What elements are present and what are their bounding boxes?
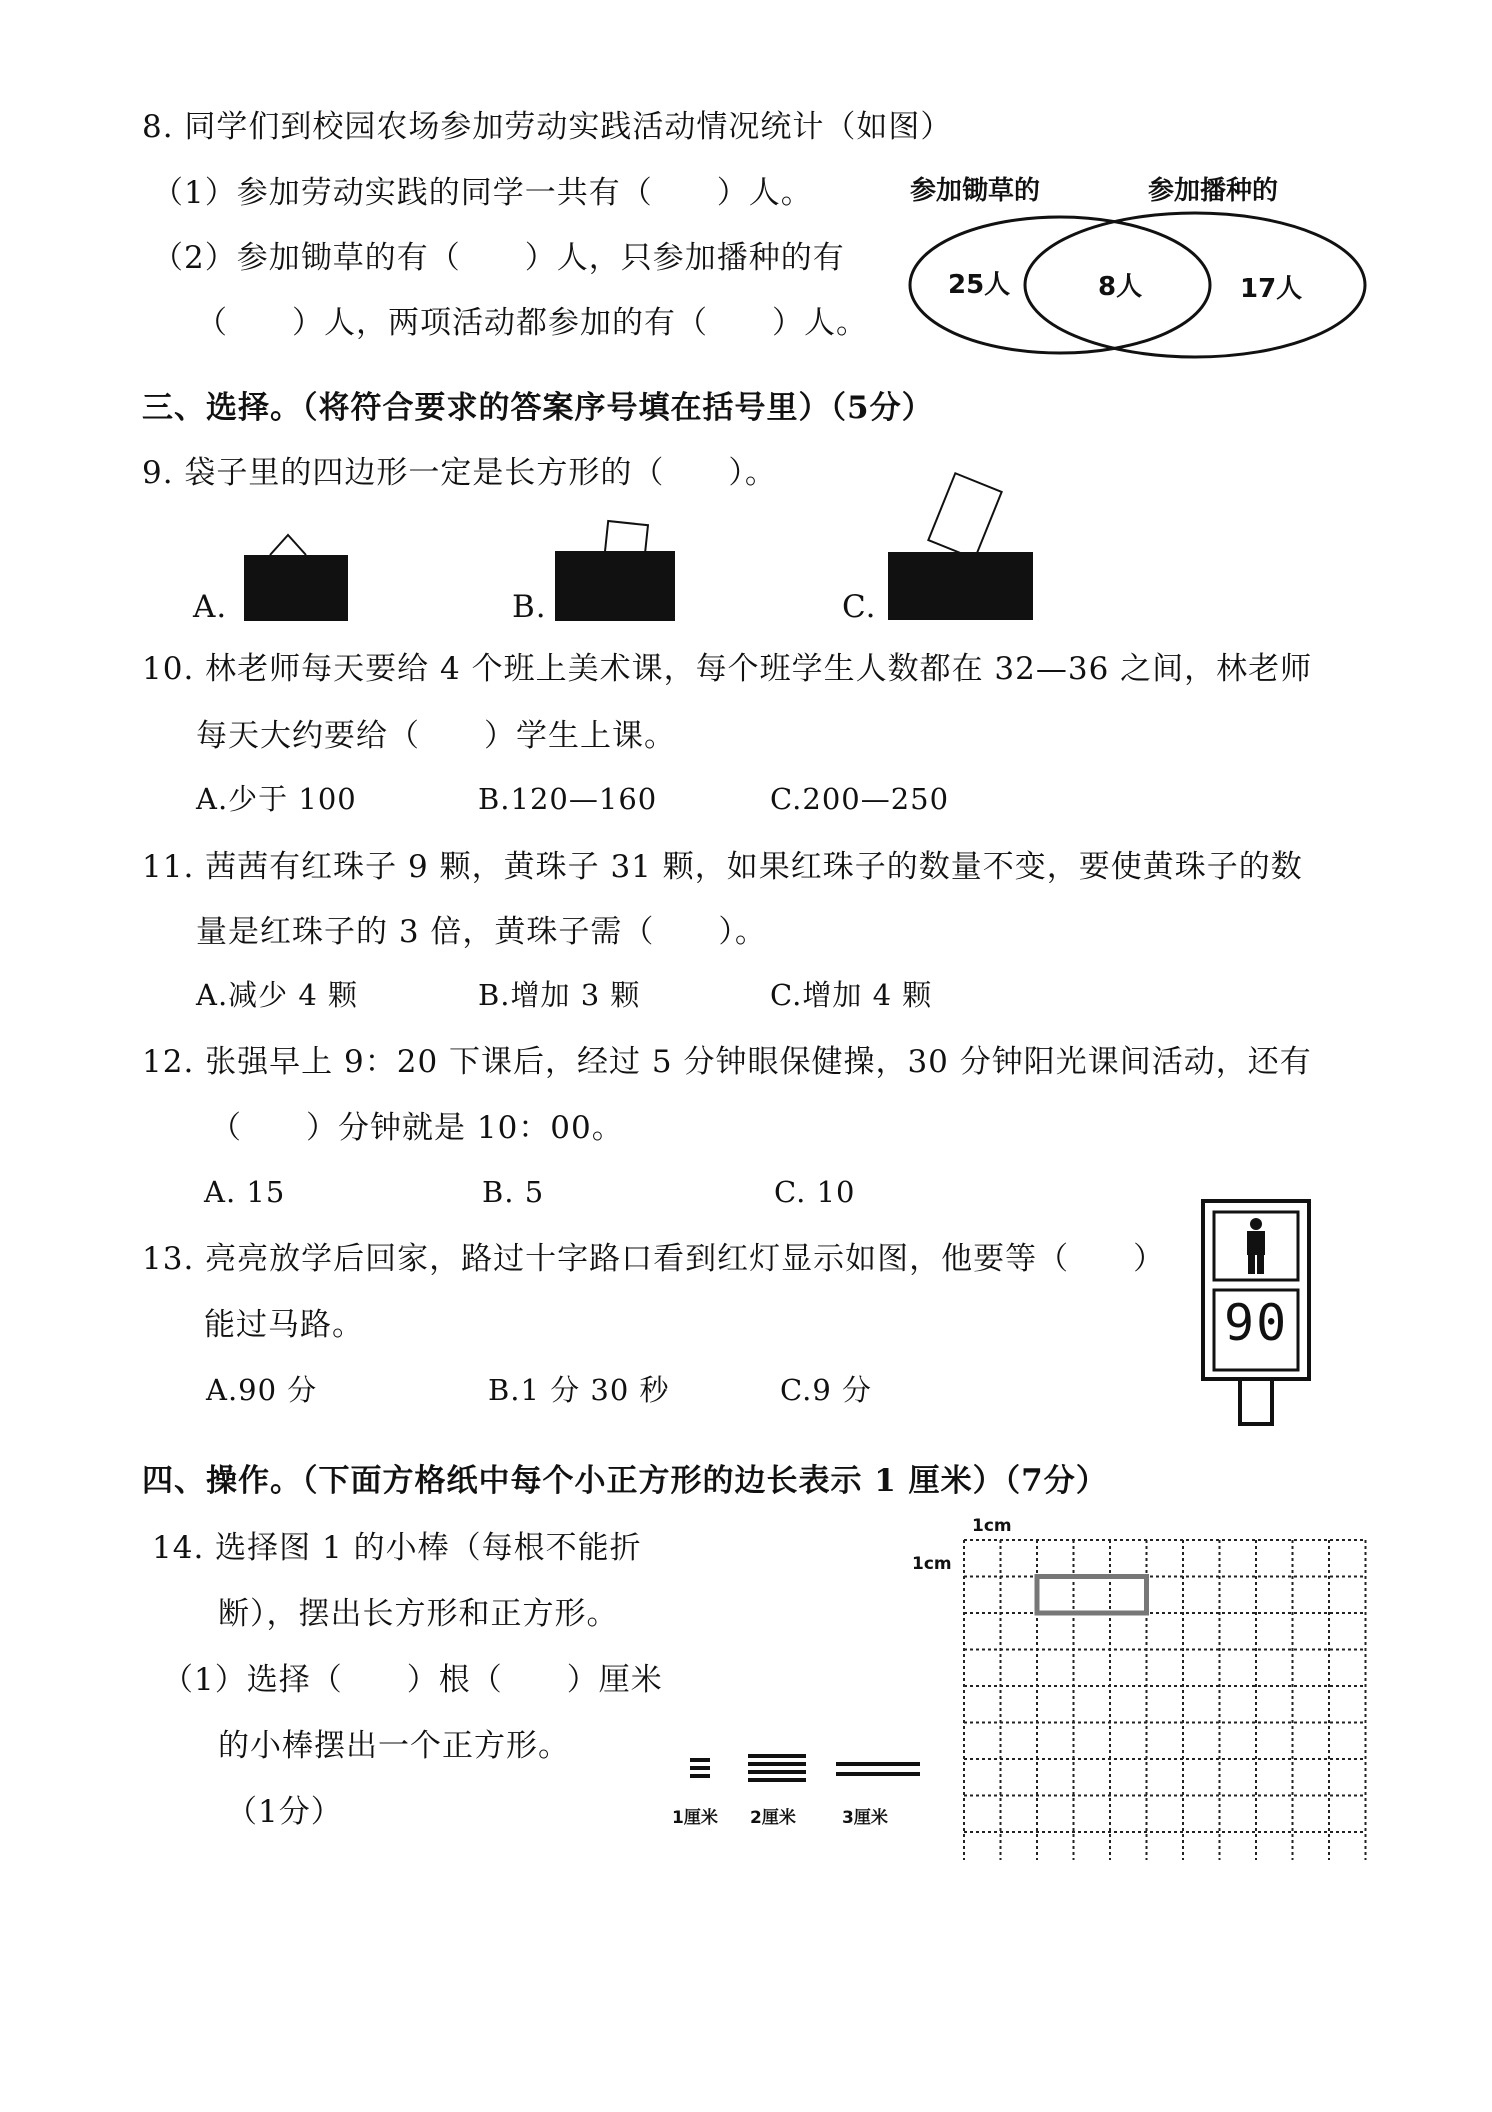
q9-option-b: B. xyxy=(512,589,547,625)
q8-part2-line1: （2）参加锄草的有（ ）人，只参加播种的有 xyxy=(152,240,845,276)
q14-line1: 14. 选择图 1 的小棒（每根不能折 xyxy=(152,1530,642,1566)
stick-group-1cm xyxy=(690,1760,710,1776)
section3-title: 三、选择。（将符合要求的答案序号填在括号里）（5分） xyxy=(142,390,934,426)
venn-left-only: 25人 xyxy=(948,270,1011,300)
grid-label-left: 1cm xyxy=(912,1554,952,1574)
q9-option-a: A. xyxy=(193,589,228,625)
q13-option-b: B.1 分 30 秒 xyxy=(488,1373,670,1407)
page-bottom-margin xyxy=(0,1860,1492,2112)
q14-line2: 断），摆出长方形和正方形。 xyxy=(218,1596,619,1632)
q13-option-a: A.90 分 xyxy=(206,1373,318,1407)
grid-paper xyxy=(964,1540,1364,1860)
q13-line1: 13. 亮亮放学后回家，路过十字路口看到红灯显示如图，他要等（ ） xyxy=(142,1241,1166,1277)
q14-part1-line2: 的小棒摆出一个正方形。 xyxy=(218,1728,570,1764)
q13-option-c: C.9 分 xyxy=(780,1373,873,1407)
q10-line1: 10. 林老师每天要给 4 个班上美术课，每个班学生人数都在 32—36 之间，林老师 xyxy=(142,651,1313,687)
q11-line1: 11. 茜茜有红珠子 9 颗，黄珠子 31 颗，如果红珠子的数量不变，要使黄珠子的数 xyxy=(142,849,1303,885)
q9-bag-c xyxy=(885,470,1035,630)
q12-line1: 12. 张强早上 9：20 下课后，经过 5 分钟眼保健操，30 分钟阳光课间活动，还有 xyxy=(142,1044,1312,1080)
q10-option-a: A.少于 100 xyxy=(196,782,357,816)
q8-stem: 8. 同学们到校园农场参加劳动实践活动情况统计（如图） xyxy=(142,109,953,145)
q9-bag-a xyxy=(240,520,355,630)
q10-option-b: B.120—160 xyxy=(478,782,658,816)
q9-stem: 9. 袋子里的四边形一定是长方形的（ ）。 xyxy=(142,455,777,491)
q11-option-a: A.减少 4 颗 xyxy=(196,978,359,1012)
grid-label-top: 1cm xyxy=(972,1516,1012,1536)
q12-option-c: C. 10 xyxy=(774,1175,856,1209)
q12-line2: （ ）分钟就是 10：00。 xyxy=(210,1110,624,1146)
q10-line2: 每天大约要给（ ）学生上课。 xyxy=(196,718,676,754)
sample-rectangle xyxy=(1037,1577,1147,1614)
q14-sticks xyxy=(670,1752,930,1792)
q9-bag-b xyxy=(552,515,682,630)
q12-option-b: B. 5 xyxy=(482,1175,545,1209)
q10-option-c: C.200—250 xyxy=(770,782,950,816)
stick-label-3cm: 3厘米 xyxy=(842,1808,888,1828)
venn-right-only: 17人 xyxy=(1240,274,1303,304)
venn-right-label: 参加播种的 xyxy=(1148,176,1279,206)
venn-both: 8人 xyxy=(1098,272,1143,302)
stick-group-2cm xyxy=(748,1756,806,1780)
q9-option-c: C. xyxy=(842,589,877,625)
q8-part1: （1）参加劳动实践的同学一共有（ ）人。 xyxy=(152,175,813,211)
section4-title: 四、操作。（下面方格纸中每个小正方形的边长表示 1 厘米）（7分） xyxy=(142,1463,1108,1499)
venn-left-label: 参加锄草的 xyxy=(910,176,1041,206)
q11-option-c: C.增加 4 颗 xyxy=(770,978,933,1012)
stick-label-1cm: 1厘米 xyxy=(672,1808,718,1828)
stick-group-3cm xyxy=(836,1764,920,1774)
q8-part2-line2: （ ）人，两项活动都参加的有（ ）人。 xyxy=(196,305,868,341)
q14-part1-line1: （1）选择（ ）根（ ）厘米 xyxy=(162,1662,663,1698)
q11-line2: 量是红珠子的 3 倍，黄珠子需（ ）。 xyxy=(196,914,767,950)
q11-option-b: B.增加 3 颗 xyxy=(478,978,641,1012)
q13-line2: 能过马路。 xyxy=(204,1307,364,1343)
signal-countdown: 90 xyxy=(1224,1294,1289,1352)
q14-score: （1分） xyxy=(226,1794,343,1830)
q12-option-a: A. 15 xyxy=(204,1175,286,1209)
venn-right-circle xyxy=(1025,213,1365,357)
stick-label-2cm: 2厘米 xyxy=(750,1808,796,1828)
